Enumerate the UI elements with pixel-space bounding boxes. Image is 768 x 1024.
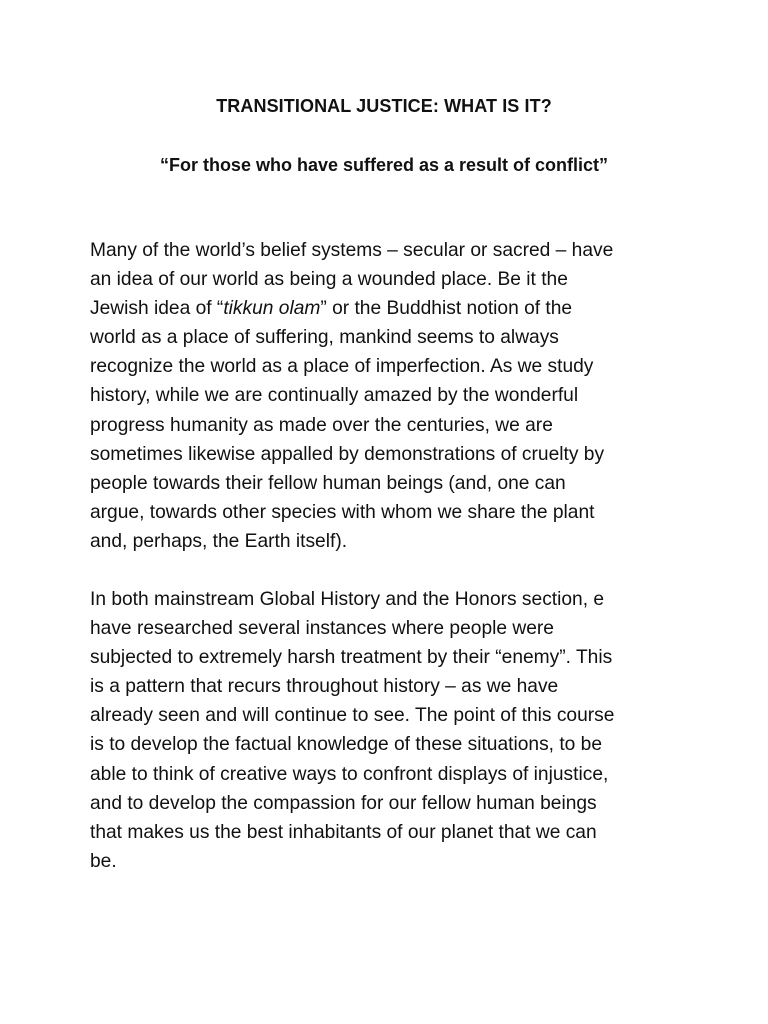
paragraph-2-line: have researched several instances where people were bbox=[90, 618, 554, 640]
paragraph-2-line: In both mainstream Global History and the Honors section, e bbox=[90, 589, 605, 610]
paragraph-1-line: Many of the world’s belief systems – secular or sacred – have bbox=[90, 240, 614, 261]
paragraph-1-line: people towards their fellow human beings (and, one can bbox=[90, 472, 566, 494]
paragraph-1-line bbox=[90, 294, 690, 323]
paragraph-1 bbox=[90, 236, 690, 556]
paragraph-2-line: and to develop the compassion for our fellow human beings bbox=[90, 792, 597, 814]
paragraph-2-line: subjected to extremely harsh treatment by their “enemy”. This bbox=[90, 647, 613, 669]
paragraph-1-line: progress humanity as made over the centuries, we are bbox=[90, 414, 553, 436]
paragraph-1-line: and, perhaps, the Earth itself). bbox=[90, 530, 348, 552]
paragraph-2 bbox=[90, 585, 690, 876]
paragraph-2-line: be. bbox=[90, 850, 117, 872]
paragraph-1-line: sometimes likewise appalled by demonstrations of cruelty by bbox=[90, 443, 605, 465]
italic-term: tikkun olam bbox=[223, 298, 321, 320]
paragraph-2-line: able to think of creative ways to confront displays of injustice, bbox=[90, 763, 609, 785]
paragraph-1-line: argue, towards other species with whom we share the plant bbox=[90, 501, 595, 523]
paragraph-2-line: is a pattern that recurs throughout history – as we have bbox=[90, 676, 559, 698]
paragraph-2-line: that makes us the best inhabitants of our planet that we can bbox=[90, 821, 597, 843]
paragraph-2-line: is to develop the factual knowledge of these situations, to be bbox=[90, 734, 603, 756]
paragraph-1-line: history, while we are continually amazed by the wonderful bbox=[90, 385, 579, 407]
paragraph-1-line: world as a place of suffering, mankind seems to always bbox=[90, 327, 559, 349]
paragraph-1-line: an idea of our world as being a wounded place. Be it the bbox=[90, 269, 568, 291]
line-text: ” or the Buddhist notion of the bbox=[320, 298, 573, 320]
page-title: TRANSITIONAL JUSTICE: WHAT IS IT? bbox=[216, 96, 552, 116]
page-subtitle: “For those who have suffered as a result of conflict” bbox=[159, 155, 609, 175]
line-text: Jewish idea of “ bbox=[90, 298, 224, 320]
paragraph-1-line: recognize the world as a place of imperfection. As we study bbox=[90, 356, 594, 378]
paragraph-2-line: already seen and will continue to see. The point of this course bbox=[90, 705, 615, 727]
